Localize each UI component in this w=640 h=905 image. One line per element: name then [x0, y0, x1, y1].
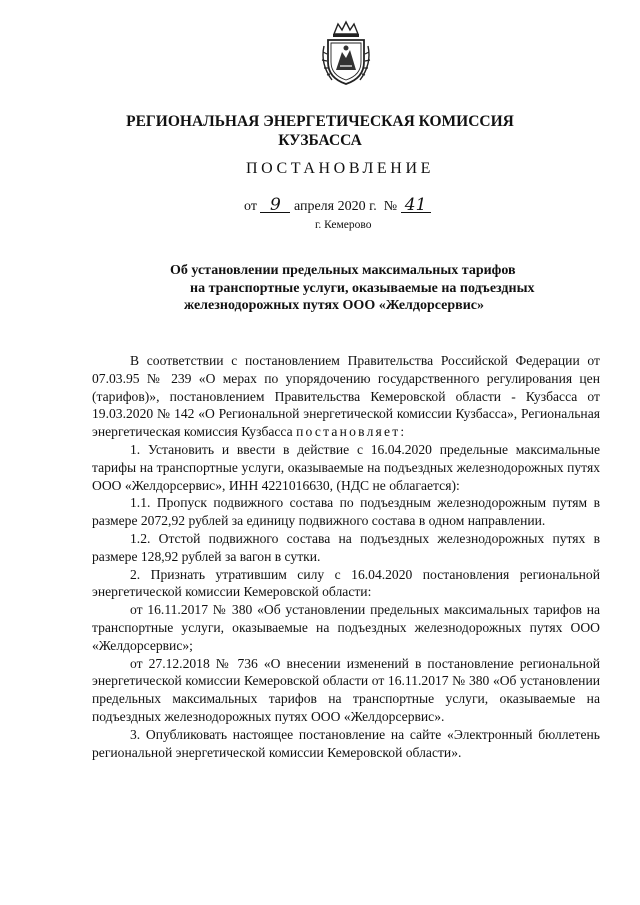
document-body — [92, 352, 600, 761]
clause-1-1: 1.1. Пропуск подвижного состава по подъездным железнодорожным путям в размере 2072,92 рублей за единицу подвижного состава в одном направлении. — [92, 495, 600, 529]
subject-line-1: Об установлении предельных максимальных тарифов — [170, 263, 516, 278]
org-line-2: КУЗБАССА — [278, 132, 362, 149]
preamble-paragraph — [92, 352, 600, 441]
date-month-year: апреля 2020 г. — [293, 199, 377, 214]
city: г. Кемерово — [315, 219, 372, 231]
org-line-1: РЕГИОНАЛЬНАЯ ЭНЕРГЕТИЧЕСКАЯ КОМИССИЯ — [126, 113, 514, 130]
subject-line-3: железнодорожных путях ООО «Желдорсервис» — [184, 298, 485, 313]
document-subject — [140, 262, 550, 315]
organization-name — [0, 112, 640, 150]
date-prefix: от — [244, 199, 257, 214]
repealed-act-1: от 16.11.2017 № 380 «Об установлении предельных максимальных тарифов на транспортные услуги, оказываемые на подъездных железнодорожных путях ООО «Желдорсервис»; — [92, 602, 600, 653]
number-label: № — [383, 199, 398, 214]
preamble-text: В соответствии с постановлением Правительства Российской Федерации от 07.03.95 № 239 «О мерах по упорядочению государственного регулирования цен (тарифов)», постановлением Правительства Кемеровской области - Кузбасса от 19.03.2020 № 142 «О Региональной энергетической комиссии Кузбасса», Региональная энергетическая комиссия Кузбасса — [92, 353, 600, 440]
clause-2: 2. Признать утратившим силу с 16.04.2020 постановления региональной энергетической комиссии Кемеровской области: — [92, 566, 600, 600]
clause-1: 1. Установить и ввести в действие с 16.04.2020 предельные максимальные тарифы на транспортные услуги, оказываемые на подъездных железнодорожных путях ООО «Желдорсервис», ИНН 4221016630, (НДС не облагается): — [92, 441, 600, 493]
coat-of-arms-icon — [318, 20, 374, 88]
document-number: 41 — [401, 198, 431, 213]
document-type: ПОСТАНОВЛЕНИЕ — [246, 160, 434, 177]
subject-line-2: на транспортные услуги, оказываемые на подъездных — [190, 280, 535, 296]
date-day: 9 — [260, 198, 290, 213]
date-line — [244, 195, 431, 215]
clause-1-2: 1.2. Отстой подвижного состава на подъездных железнодорожных путях в размере 128,92 рублей за вагон в сутки. — [92, 530, 600, 564]
resolves-word: постановляет: — [296, 424, 407, 440]
repealed-act-2: от 27.12.2018 № 736 «О внесении изменений в постановление региональной энергетической комиссии Кемеровской области от 16.11.2017 № 380 «Об установлении предельных максимальных тарифов на транспортные услуги, оказываемые на подъездных железнодорожных путях ООО «Желдорсервис». — [92, 655, 600, 724]
clause-3: 3. Опубликовать настоящее постановление на сайте «Электронный бюллетень региональной энергетической комиссии Кемеровской области». — [92, 726, 600, 760]
